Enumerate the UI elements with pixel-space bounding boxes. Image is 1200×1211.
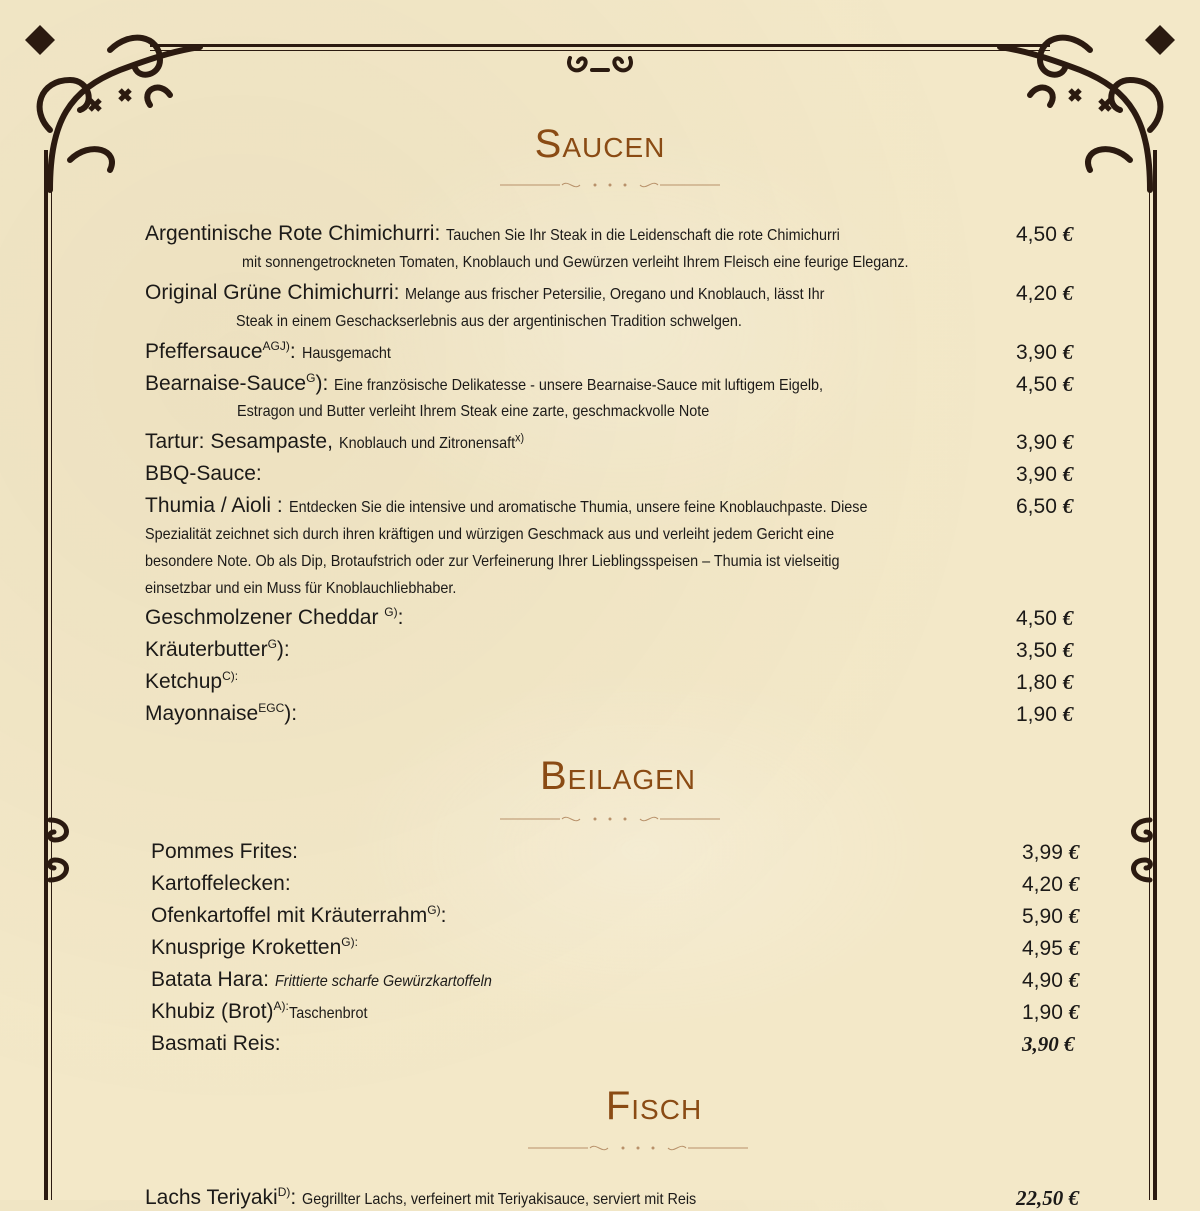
menu-item-name: Batata Hara: Frittierte scharfe Gewürzkartoffeln xyxy=(151,968,492,991)
menu-item-price: 1,90 € xyxy=(1022,1000,1080,1024)
menu-item-name: Ofenkartoffel mit Kräuterrahm$^{G)}$: xyxy=(151,903,447,927)
menu-item-price: 4,20 € xyxy=(1022,872,1080,896)
menu-item-price: 3,90 € xyxy=(1016,340,1074,364)
menu-item-description-cont: Spezialität zeichnet sich durch ihren kräftigen und würzigen Geschmack aus und verleiht jedem Gericht eine xyxy=(145,526,835,543)
menu-item-price: 3,99 € xyxy=(1022,840,1080,864)
menu-item-name: Argentinische Rote Chimichurri: Tauchen Sie Ihr Steak in die Leidenschaft die rote Chimichurri xyxy=(145,222,840,245)
menu-item-price: 1,80 € xyxy=(1016,670,1074,694)
menu-item-name: Mayonnaise$^{EGC}$): xyxy=(145,701,298,725)
menu-item-price: 1,90 € xyxy=(1016,702,1074,726)
side-ornament-right-icon xyxy=(1120,810,1160,890)
divider-ornament-icon xyxy=(500,812,720,826)
menu-item-price: 5,90 € xyxy=(1022,904,1080,928)
border-left xyxy=(44,150,48,1200)
menu-item-description: Eine französische Delikatesse - unsere Bearnaise-Sauce mit luftigem Eigelb, xyxy=(334,377,824,394)
menu-item-name: Lachs Teriyaki$^{D)}$: Gegrillter Lachs, verfeinert mit Teriyakisauce, serviert mit Reis xyxy=(145,1185,697,1209)
side-ornament-left-icon xyxy=(40,810,80,890)
section-title-saucen: Saucen xyxy=(534,122,666,166)
border-right-inner xyxy=(1149,150,1150,1200)
menu-item-name: Geschmolzener Cheddar $^{G)}$: xyxy=(145,605,404,629)
menu-item-name: Original Grüne Chimichurri: Melange aus frischer Petersilie, Oregano und Knoblauch, lässt Ihr xyxy=(145,281,825,304)
menu-item-description: Gegrillter Lachs, verfeinert mit Teriyakisauce, serviert mit Reis xyxy=(302,1191,697,1208)
menu-item-price: 4,50 € xyxy=(1016,606,1074,630)
border-right xyxy=(1153,150,1157,1200)
corner-ornament-top-right-icon xyxy=(990,10,1190,210)
menu-item-price: 3,90 € xyxy=(1016,430,1074,454)
menu-item-price: 6,50 € xyxy=(1016,494,1074,518)
menu-item-name: Kartoffelecken: xyxy=(151,872,291,895)
menu-item-price: 4,90 € xyxy=(1022,968,1080,992)
divider-ornament-icon xyxy=(500,178,720,192)
menu-item-description: Melange aus frischer Petersilie, Oregano und Knoblauch, lässt Ihr xyxy=(405,286,825,303)
menu-item-name: Ketchup$^{C):}$ xyxy=(145,669,239,693)
menu-item-name: Basmati Reis: xyxy=(151,1032,281,1055)
border-top xyxy=(150,44,1050,47)
menu-item-name: Tartur: Sesampaste, Knoblauch und Zitronensaft$^{x)}$ xyxy=(145,430,524,453)
top-center-ornament-icon xyxy=(560,50,640,80)
menu-item-price: 4,95 € xyxy=(1022,936,1080,960)
menu-item-price: 3,90 € xyxy=(1016,462,1074,486)
menu-item-description-cont: mit sonnengetrockneten Tomaten, Knoblauch und Gewürzen verleiht Ihrem Fleisch eine feurige Eleganz. xyxy=(242,254,909,271)
menu-item-description-cont: Estragon und Butter verleiht Ihrem Steak eine zarte, geschmackvolle Note xyxy=(237,403,710,420)
menu-item-name: Knusprige Kroketten$^{G):}$ xyxy=(151,935,358,959)
menu-item-description: Taschenbrot xyxy=(288,1005,368,1022)
menu-item-price: 3,50 € xyxy=(1016,638,1074,662)
menu-item-name: Bearnaise-Sauce$^G$): Eine französische Delikatesse - unsere Bearnaise-Sauce mit luftigem Eigelb, xyxy=(145,371,824,395)
section-title-fisch: Fisch xyxy=(605,1084,703,1128)
menu-item-name: Kräuterbutter$^G$): xyxy=(145,637,290,661)
menu-item-name: BBQ-Sauce: xyxy=(145,462,262,485)
section-title-beilagen: Beilagen xyxy=(539,754,697,798)
menu-item-description: Entdecken Sie die intensive und aromatische Thumia, unsere feine Knoblauchpaste. Diese xyxy=(288,499,868,516)
menu-item-price: 4,50 € xyxy=(1016,222,1074,246)
menu-item-price: 22,50 € xyxy=(1016,1186,1079,1210)
menu-item-price: 4,20 € xyxy=(1016,281,1074,305)
menu-item-name: Thumia / Aioli : Entdecken Sie die intensive und aromatische Thumia, unsere feine Knoblauchpaste. Diese xyxy=(145,494,868,517)
menu-item-price: 3,90 € xyxy=(1022,1032,1075,1056)
menu-item-description: Tauchen Sie Ihr Steak in die Leidenschaft die rote Chimichurri xyxy=(446,227,840,244)
menu-item-name: Pfeffersauce$^{AGJ)}$: Hausgemacht xyxy=(145,339,391,363)
menu-item-price: 4,50 € xyxy=(1016,372,1074,396)
menu-item-name: Pommes Frites: xyxy=(151,840,299,863)
menu-item-description: Hausgemacht xyxy=(301,345,391,362)
menu-item-description: Knoblauch und Zitronensaft$^{x)}$ xyxy=(338,430,524,452)
border-left-inner xyxy=(51,150,52,1200)
menu-item-name: Khubiz (Brot)$^{A):}$Taschenbrot xyxy=(151,999,368,1023)
menu-item-description-cont: besondere Note. Ob als Dip, Brotaufstrich oder zur Verfeinerung Ihrer Lieblingsspeisen – Thumia ist vielseitig xyxy=(145,553,840,570)
menu-item-description-cont: Steak in einem Geschackserlebnis aus der argentinischen Tradition schwelgen. xyxy=(236,313,742,330)
menu-item-description-cont: einsetzbar und ein Muss für Knoblauchliebhaber. xyxy=(145,580,457,597)
menu-item-description: Frittierte scharfe Gewürzkartoffeln xyxy=(274,973,492,990)
divider-ornament-icon xyxy=(528,1141,748,1155)
corner-ornament-top-left-icon xyxy=(10,10,210,210)
